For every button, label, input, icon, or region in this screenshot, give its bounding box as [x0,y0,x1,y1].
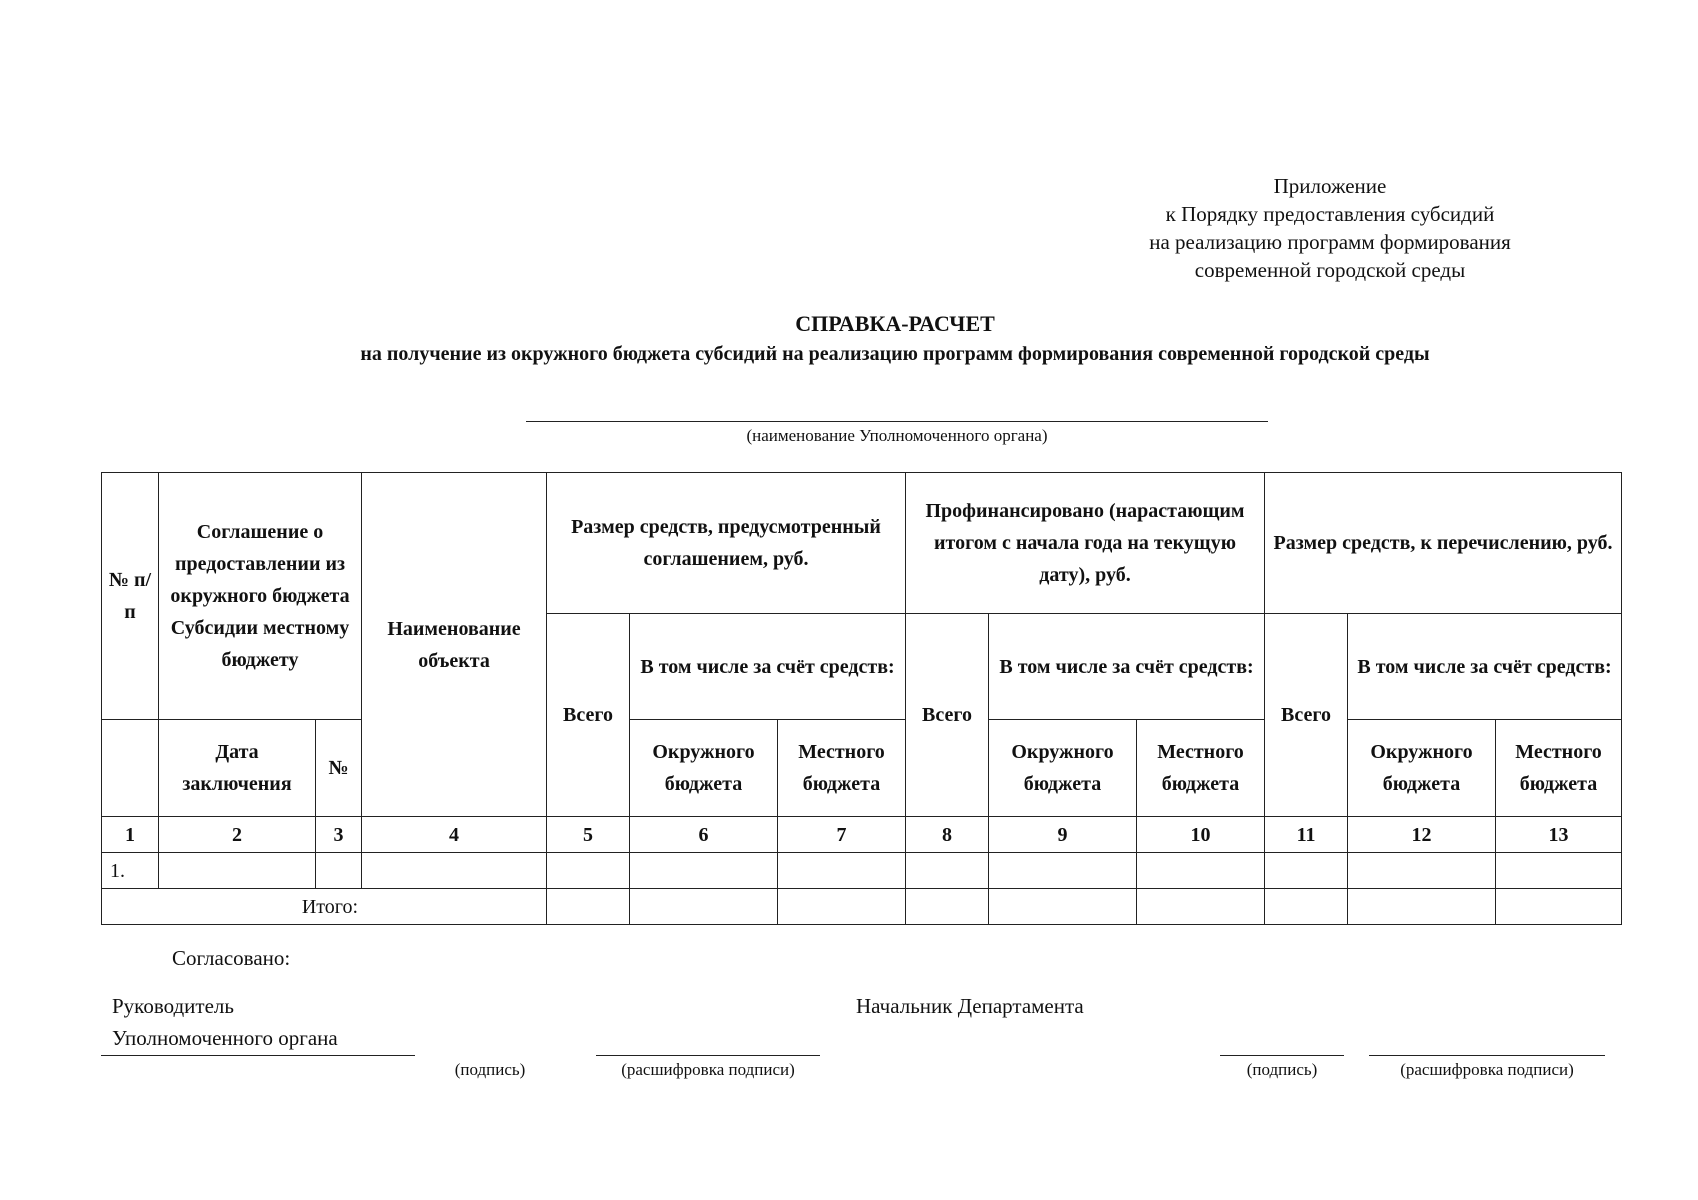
data-cell[interactable] [1265,853,1348,889]
data-cell-date[interactable] [159,853,316,889]
row-number-cell: 1. [102,853,159,889]
left-title-underline [101,1055,415,1056]
header-object-name: Наименование объекта [362,473,547,817]
appendix-line-3: на реализацию программ формирования [1149,230,1511,254]
agreed-label: Согласовано: [172,946,291,970]
column-number: 8 [906,817,989,853]
column-number: 4 [362,817,547,853]
data-cell[interactable] [906,853,989,889]
left-signature-caption: (подпись) [454,1060,526,1079]
header-to-transfer: Размер средств, к перечислению, руб. [1265,473,1622,614]
right-decoding-caption: (расшифровка подписи) [1400,1060,1574,1079]
total-cell[interactable] [1496,889,1622,925]
total-cell[interactable] [547,889,630,925]
column-number: 9 [989,817,1137,853]
header-local-budget-1: Местного бюджета [778,720,906,817]
header-local-budget-3: Местного бюджета [1496,720,1622,817]
column-number: 7 [778,817,906,853]
data-cell[interactable] [1137,853,1265,889]
column-number: 6 [630,817,778,853]
header-district-budget-1: Окружного бюджета [630,720,778,817]
header-district-budget-3: Окружного бюджета [1348,720,1496,817]
header-total-2: Всего [906,614,989,817]
header-agreed-amount: Размер средств, предусмотренный соглашением, руб. [547,473,906,614]
left-signer-title [112,990,338,1054]
document-title: СПРАВКА-РАСЧЕТ [795,311,995,336]
header-total-3: Всего [1265,614,1348,817]
column-number: 3 [316,817,362,853]
column-number: 1 [102,817,159,853]
data-cell[interactable] [1348,853,1496,889]
right-decoding-line[interactable] [1369,1055,1605,1056]
left-decoding-caption: (расшифровка подписи) [621,1060,795,1079]
total-label: Итого: [102,889,547,925]
column-number: 12 [1348,817,1496,853]
appendix-line-2: к Порядку предоставления субсидий [1165,202,1495,226]
total-cell[interactable] [630,889,778,925]
total-cell[interactable] [1137,889,1265,925]
org-name-line[interactable] [526,421,1268,422]
data-cell[interactable] [989,853,1137,889]
header-conclusion-date: Дата заключения [159,720,316,817]
total-row [102,889,1622,925]
left-signer-title-line-1: Руководитель [112,994,234,1018]
appendix-line-4: современной городской среды [1194,258,1466,282]
right-signature-line[interactable] [1220,1055,1344,1056]
data-cell-object[interactable] [362,853,547,889]
header-blank-number [102,720,159,817]
left-decoding-line[interactable] [596,1055,820,1056]
right-signer-title: Начальник Департамента [856,994,1084,1018]
total-cell[interactable] [989,889,1137,925]
calculation-table [101,472,1622,925]
header-local-budget-2: Местного бюджета [1137,720,1265,817]
total-cell[interactable] [1348,889,1496,925]
total-cell[interactable] [906,889,989,925]
column-number: 11 [1265,817,1348,853]
header-including-3: В том числе за счёт средств: [1348,614,1622,720]
appendix-block [1065,172,1595,284]
total-cell[interactable] [1265,889,1348,925]
table-row [102,853,1622,889]
total-cell[interactable] [778,889,906,925]
header-agreement-no: № [316,720,362,817]
column-number: 2 [159,817,316,853]
data-cell[interactable] [630,853,778,889]
document-subtitle: на получение из окружного бюджета субсидий на реализацию программ формирования современной городской среды [360,343,1430,365]
column-number: 10 [1137,817,1265,853]
data-cell[interactable] [1496,853,1622,889]
data-cell[interactable] [547,853,630,889]
column-number-row [102,817,1622,853]
header-agreement: Соглашение о предоставлении из окружного бюджета Субсидии местному бюджету [159,473,362,720]
header-including-2: В том числе за счёт средств: [989,614,1265,720]
column-number: 5 [547,817,630,853]
appendix-line-1: Приложение [1273,174,1387,198]
data-cell-no[interactable] [316,853,362,889]
data-cell[interactable] [778,853,906,889]
header-financed: Профинансировано (нарастающим итогом с начала года на текущую дату), руб. [906,473,1265,614]
header-total-1: Всего [547,614,630,817]
left-signer-title-line-2: Уполномоченного органа [112,1026,338,1050]
header-including-1: В том числе за счёт средств: [630,614,906,720]
column-number: 13 [1496,817,1622,853]
right-signature-caption: (подпись) [1246,1060,1318,1079]
org-name-caption: (наименование Уполномоченного органа) [746,426,1048,445]
header-district-budget-2: Окружного бюджета [989,720,1137,817]
header-row-number: № п/п [102,473,159,720]
